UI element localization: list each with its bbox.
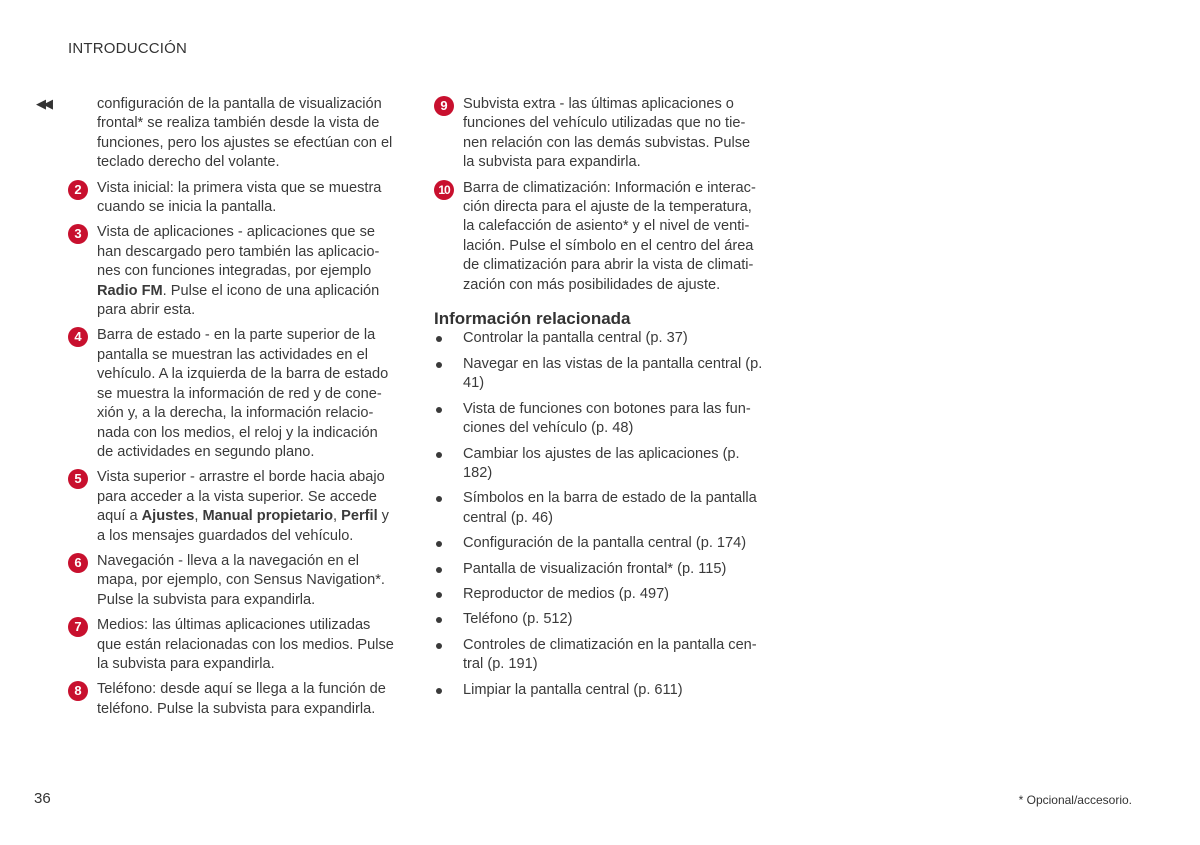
related-link-text[interactable]: Símbolos en la barra de estado de la pantalla central (p. 46): [463, 490, 757, 526]
related-link[interactable]: [463, 400, 763, 439]
callout-text: Vista superior - arrastre el borde hacia abajo para acceder a la vista superior. Se accede aquí a: [97, 469, 385, 525]
related-link-text[interactable]: Teléfono (p. 512): [463, 611, 573, 628]
ajustes-label: Ajustes: [141, 508, 195, 525]
related-link-text[interactable]: Limpiar la pantalla central (p. 611): [463, 681, 683, 698]
page-header: INTRODUCCIÓN: [68, 40, 188, 57]
bullet-icon: [436, 688, 442, 694]
perfil-label: Perfil: [341, 508, 378, 525]
related-link[interactable]: [463, 610, 763, 629]
callout-number-badge: 3: [68, 224, 88, 244]
separator: ,: [333, 508, 342, 525]
callout-text: Vista inicial: la primera vista que se muestra cuando se inicia la pantalla.: [97, 179, 382, 216]
related-link-text[interactable]: Cambiar los ajustes de las aplicaciones (p. 182): [463, 445, 740, 481]
related-link[interactable]: [463, 355, 763, 394]
callout-text: Barra de estado - en la parte superior de la pantalla se muestran las actividades en el vehículo. A la izquierda de la barra de estado se muestra la información de red y de conexión y, a la derecha, la información relacionada con los medios, el reloj y la indicación de actividades en segundo plano.: [97, 327, 389, 460]
callout-item-8: [74, 680, 397, 719]
related-link[interactable]: [463, 585, 763, 604]
bullet-icon: [436, 496, 442, 502]
bullet-icon: [436, 452, 442, 458]
bullet-icon: [436, 592, 442, 598]
bullet-icon: [436, 407, 442, 413]
page-number: 36: [34, 790, 51, 807]
left-column: [74, 95, 397, 725]
related-link-text[interactable]: Navegar en las vistas de la pantalla central (p. 41): [463, 355, 763, 392]
related-link-text[interactable]: Reproductor de medios (p. 497): [463, 585, 670, 602]
callout-number-badge: 5: [68, 469, 88, 489]
related-links-list: [463, 329, 763, 700]
callout-item-10: [438, 179, 763, 295]
callout-text: Barra de climatización: Información e interacción directa para el ajuste de la temperatura, la calefacción de asiento* y el nivel de ventilación. Pulse el símbolo en el centro del área de climatización para abrir la vista de climatización con más posibilidades de ajuste.: [463, 179, 756, 293]
callout-text: y a los mensajes guardados del vehículo.: [97, 508, 389, 544]
callout-item-4: [74, 326, 397, 462]
callout-text: . Pulse el icono de una aplicación para abrir esta.: [97, 282, 380, 319]
related-link[interactable]: [463, 489, 763, 528]
double-chevron-left-icon: ◀◀: [36, 96, 50, 111]
callout-number-badge: 8: [68, 681, 88, 701]
bullet-icon: [436, 336, 442, 342]
intro-paragraph: configuración de la pantalla de visualización frontal* se realiza también desde la vista de funciones, pero los ajustes se efectúan con el teclado derecho del volante.: [97, 96, 393, 171]
related-link[interactable]: [463, 681, 763, 700]
callout-number-badge: 6: [68, 553, 88, 573]
related-link-text[interactable]: Configuración de la pantalla central (p. 174): [463, 535, 747, 552]
callout-item-9: [440, 95, 763, 173]
footnote: * Opcional/accesorio.: [1018, 793, 1132, 807]
radio-fm-label: Radio FM: [97, 282, 163, 299]
related-link-text[interactable]: Controles de climatización en la pantalla central (p. 191): [463, 636, 757, 673]
bullet-icon: [436, 617, 442, 623]
related-link-text[interactable]: Controlar la pantalla central (p. 37): [463, 330, 688, 347]
callout-number-badge: 10: [434, 180, 454, 200]
callout-item-3: [74, 223, 397, 320]
manual-propietario-label: Manual propietario: [202, 508, 334, 525]
callout-item-5: [74, 468, 397, 546]
related-link[interactable]: [463, 445, 763, 484]
bullet-icon: [436, 643, 442, 649]
related-link[interactable]: [463, 534, 763, 553]
callout-text: Vista de aplicaciones - aplicaciones que se han descargado pero también las aplicaciones con funciones integradas, por ejemplo: [97, 224, 380, 280]
callout-number-badge: 7: [68, 617, 88, 637]
callout-number-badge: 2: [68, 180, 88, 200]
related-link-text[interactable]: Pantalla de visualización frontal* (p. 115): [463, 560, 727, 577]
bullet-icon: [436, 567, 442, 573]
right-column: [434, 95, 763, 706]
callout-text: Navegación - lleva a la navegación en el mapa, por ejemplo, con Sensus Navigation*. Pulse la subvista para expandirla.: [97, 552, 385, 608]
separator: ,: [194, 508, 203, 525]
callout-item-2: [74, 179, 397, 218]
related-info-heading: Información relacionada: [434, 309, 631, 329]
callout-text: Teléfono: desde aquí se llega a la función de teléfono. Pulse la subvista para expandirla.: [97, 681, 386, 717]
related-link[interactable]: [463, 636, 763, 675]
callout-number-badge: 4: [68, 327, 88, 347]
callout-number-badge: 9: [434, 96, 454, 116]
callout-text: Subvista extra - las últimas aplicaciones o funciones del vehículo utilizadas que no tienen relación con las demás subvistas. Pulse la subvista para expandirla.: [463, 96, 751, 171]
callout-text: Medios: las últimas aplicaciones utilizadas que están relacionadas con los medios. Pulse la subvista para expandirla.: [97, 617, 394, 672]
callout-item-6: [74, 552, 397, 610]
bullet-icon: [436, 362, 442, 368]
callout-item-7: [74, 616, 397, 674]
related-link[interactable]: [463, 560, 763, 579]
related-link-text[interactable]: Vista de funciones con botones para las funciones del vehículo (p. 48): [463, 400, 751, 437]
related-link[interactable]: [463, 329, 763, 348]
bullet-icon: [436, 541, 442, 547]
